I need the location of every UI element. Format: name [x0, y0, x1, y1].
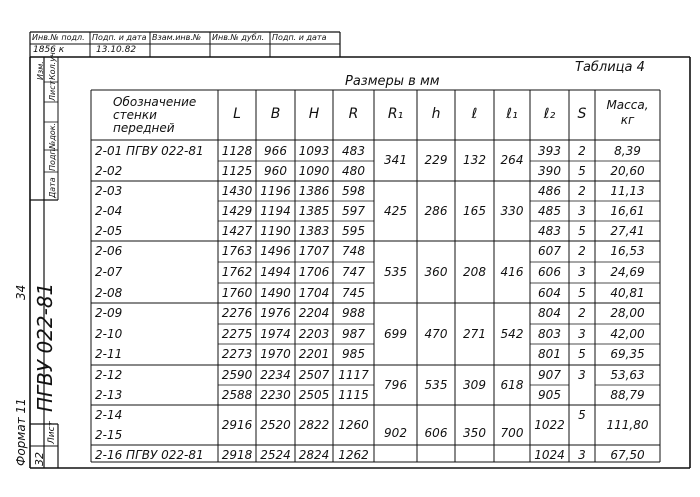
designation-cell: 2-16 ПГВУ 022-81	[95, 448, 204, 462]
designation-cell: 2-08	[95, 286, 123, 300]
group-l: 132	[463, 153, 486, 167]
cell-L: 1125	[221, 164, 253, 178]
rev-label-list: Лист	[48, 80, 57, 101]
rev-label-kol: Кол.уч	[48, 52, 57, 80]
cell-mass: 40,81	[610, 286, 645, 300]
cell-H: 1706	[298, 265, 330, 279]
cell-H: 2822	[298, 418, 330, 432]
cell-l2: 390	[538, 164, 561, 178]
cell-L: 1429	[221, 204, 253, 218]
cell-l2: 607	[538, 244, 561, 258]
group-l1: 542	[500, 327, 524, 341]
cell-R: 480	[342, 164, 365, 178]
cell-mass: 28,00	[610, 306, 645, 320]
cell-l2: 1024	[534, 448, 565, 462]
cell-H: 2204	[298, 306, 330, 320]
designation-cell: 2-12	[95, 368, 123, 382]
group-R1: 796	[384, 378, 407, 392]
cell-l2: 486	[538, 184, 561, 198]
column-header: H	[308, 106, 320, 122]
page-number: 34	[14, 284, 28, 300]
cell-S: 5	[578, 164, 586, 178]
designation-header-1: Обозначение	[113, 95, 197, 109]
group-l1: 416	[500, 265, 524, 279]
group-l1: 330	[500, 204, 524, 218]
cell-B: 1970	[260, 347, 291, 361]
group-R1: 902	[384, 426, 407, 440]
cell-L: 2276	[221, 306, 253, 320]
cell-S: 2	[578, 144, 586, 158]
table-caption: Таблица 4	[575, 60, 645, 75]
designation-cell: 2-03	[95, 184, 123, 198]
cell-S: 5	[578, 347, 586, 361]
cell-R: 1260	[338, 418, 369, 432]
cell-mass: 67,50	[610, 448, 645, 462]
designation-cell: 2-14	[95, 408, 123, 422]
cell-L: 1128	[221, 144, 253, 158]
cell-S: 5	[578, 224, 586, 238]
stamp-header-1: Инв.№ подл.	[32, 33, 85, 42]
cell-B: 1494	[260, 265, 291, 279]
group-h: 606	[424, 426, 448, 440]
cell-B: 966	[264, 144, 287, 158]
cell-B: 1974	[260, 327, 291, 341]
stamp-header-3: Взам.инв.№	[152, 33, 202, 42]
designation-cell: 2-02	[95, 164, 123, 178]
cell-L: 1427	[221, 224, 253, 238]
document-code: ПГВУ 022-81	[33, 282, 57, 412]
cell-l2: 483	[538, 224, 561, 238]
cell-L: 2918	[221, 448, 253, 462]
cell-H: 1090	[298, 164, 330, 178]
cell-L: 2273	[221, 347, 253, 361]
cell-S: 2	[578, 306, 586, 320]
designation-cell: 2-13	[95, 388, 123, 402]
mass-header-2: кг	[620, 113, 635, 127]
cell-l2: 907	[538, 368, 561, 382]
column-header: ℓ₂	[543, 106, 556, 122]
sheet-number: 32	[33, 452, 46, 466]
designation-header-3: передней	[113, 121, 175, 135]
cell-S: 3	[578, 265, 586, 279]
group-h: 286	[424, 204, 448, 218]
cell-B: 1196	[260, 184, 291, 198]
cell-H: 1704	[298, 286, 330, 300]
group-h: 470	[424, 327, 448, 341]
column-header: R	[348, 106, 359, 122]
cell-S: 5	[578, 408, 586, 422]
cell-L: 2916	[221, 418, 253, 432]
cell-L: 2275	[221, 327, 253, 341]
cell-B: 1194	[260, 204, 291, 218]
cell-H: 2505	[298, 388, 330, 402]
cell-mass: 27,41	[610, 224, 645, 238]
cell-L: 1430	[221, 184, 253, 198]
designation-cell: 2-06	[95, 244, 123, 258]
cell-R: 748	[342, 244, 365, 258]
cell-l2: 1022	[534, 418, 565, 432]
cell-H: 1383	[298, 224, 330, 238]
designation-cell: 2-04	[95, 204, 123, 218]
cell-L: 1760	[221, 286, 253, 300]
designation-cell: 2-15	[95, 428, 123, 442]
group-h: 229	[424, 153, 448, 167]
cell-H: 1093	[298, 144, 330, 158]
cell-L: 2590	[221, 368, 253, 382]
column-header: B	[270, 106, 281, 122]
column-header: S	[577, 106, 587, 122]
column-header: L	[233, 106, 241, 122]
cell-mass: 11,13	[610, 184, 645, 198]
cell-mass: 8,39	[614, 144, 641, 158]
cell-B: 960	[264, 164, 287, 178]
cell-B: 2524	[260, 448, 291, 462]
mass-header-1: Масса,	[606, 98, 649, 112]
cell-S: 2	[578, 184, 586, 198]
cell-mass: 88,79	[610, 388, 645, 402]
stamp-value-inv: 1856 к	[33, 45, 65, 55]
cell-mass: 111,80	[606, 418, 649, 432]
cell-mass: 24,69	[610, 265, 645, 279]
group-l: 208	[463, 265, 486, 279]
stamp-header-4: Инв.№ дубл.	[212, 33, 265, 42]
cell-R: 987	[342, 327, 365, 341]
cell-H: 2203	[298, 327, 330, 341]
rev-label-date: Дата	[48, 177, 57, 198]
cell-mass: 69,35	[610, 347, 645, 361]
cell-mass: 53,63	[610, 368, 645, 382]
cell-l2: 606	[538, 265, 561, 279]
cell-R: 597	[342, 204, 365, 218]
cell-H: 1385	[298, 204, 330, 218]
designation-header-2: стенки	[113, 108, 157, 122]
cell-R: 598	[342, 184, 365, 198]
column-header: ℓ	[471, 106, 478, 122]
cell-B: 2234	[260, 368, 291, 382]
cell-H: 1386	[298, 184, 330, 198]
cell-mass: 20,60	[610, 164, 645, 178]
group-l1: 264	[500, 153, 524, 167]
cell-R: 1262	[338, 448, 369, 462]
cell-S: 3	[578, 368, 586, 382]
cell-l2: 804	[538, 306, 561, 320]
cell-B: 2230	[260, 388, 291, 402]
cell-l2: 485	[538, 204, 561, 218]
designation-cell: 2-11	[95, 347, 123, 361]
dimensions-header: Размеры в мм	[345, 74, 440, 89]
cell-l2: 803	[538, 327, 561, 341]
cell-B: 1976	[260, 306, 291, 320]
cell-S: 3	[578, 204, 586, 218]
designation-cell: 2-01 ПГВУ 022-81	[95, 144, 204, 158]
group-R1: 535	[384, 265, 407, 279]
cell-R: 1115	[338, 388, 369, 402]
group-l: 165	[463, 204, 486, 218]
designation-cell: 2-05	[95, 224, 123, 238]
group-R1: 341	[384, 153, 407, 167]
column-header: R₁	[387, 106, 404, 122]
cell-H: 2201	[298, 347, 330, 361]
group-R1: 425	[384, 204, 407, 218]
cell-H: 2507	[298, 368, 330, 382]
group-l: 350	[463, 426, 486, 440]
format-label: Формат 11	[14, 398, 28, 466]
designation-cell: 2-09	[95, 306, 123, 320]
cell-L: 1763	[221, 244, 253, 258]
cell-l2: 604	[538, 286, 561, 300]
cell-mass: 16,61	[610, 204, 645, 218]
designation-cell: 2-07	[95, 265, 123, 279]
group-h: 535	[424, 378, 448, 392]
cell-B: 1496	[260, 244, 291, 258]
cell-H: 2824	[298, 448, 330, 462]
cell-R: 483	[342, 144, 365, 158]
group-R1: 699	[384, 327, 407, 341]
group-l1: 700	[500, 426, 524, 440]
sheet-label: Лист	[47, 421, 57, 444]
cell-R: 988	[342, 306, 365, 320]
cell-R: 747	[342, 265, 365, 279]
cell-R: 745	[342, 286, 365, 300]
group-h: 360	[424, 265, 448, 279]
cell-L: 2588	[221, 388, 253, 402]
group-l: 271	[463, 327, 486, 341]
cell-S: 5	[578, 286, 586, 300]
cell-S: 3	[578, 448, 586, 462]
cell-mass: 42,00	[610, 327, 645, 341]
cell-R: 595	[342, 224, 365, 238]
column-header: h	[431, 106, 441, 122]
rev-label-izm: Изм.	[36, 61, 45, 80]
cell-l2: 905	[538, 388, 561, 402]
stamp-value-date: 13.10.82	[96, 45, 137, 55]
cell-mass: 16,53	[610, 244, 645, 258]
cell-L: 1762	[221, 265, 253, 279]
cell-S: 2	[578, 244, 586, 258]
cell-B: 1490	[260, 286, 291, 300]
cell-B: 2520	[260, 418, 291, 432]
rev-label-podp: Подп.	[48, 146, 57, 171]
designation-cell: 2-10	[95, 327, 123, 341]
cell-S: 3	[578, 327, 586, 341]
cell-R: 1117	[338, 368, 369, 382]
cell-B: 1190	[260, 224, 291, 238]
cell-l2: 393	[538, 144, 561, 158]
cell-l2: 801	[538, 347, 561, 361]
rev-label-doc: №док.	[48, 122, 57, 149]
stamp-header-2: Подп. и дата	[92, 33, 147, 42]
cell-R: 985	[342, 347, 365, 361]
group-l: 309	[463, 378, 486, 392]
stamp-header-5: Подп. и дата	[272, 33, 327, 42]
cell-H: 1707	[298, 244, 330, 258]
column-header: ℓ₁	[506, 106, 518, 122]
group-l1: 618	[500, 378, 524, 392]
